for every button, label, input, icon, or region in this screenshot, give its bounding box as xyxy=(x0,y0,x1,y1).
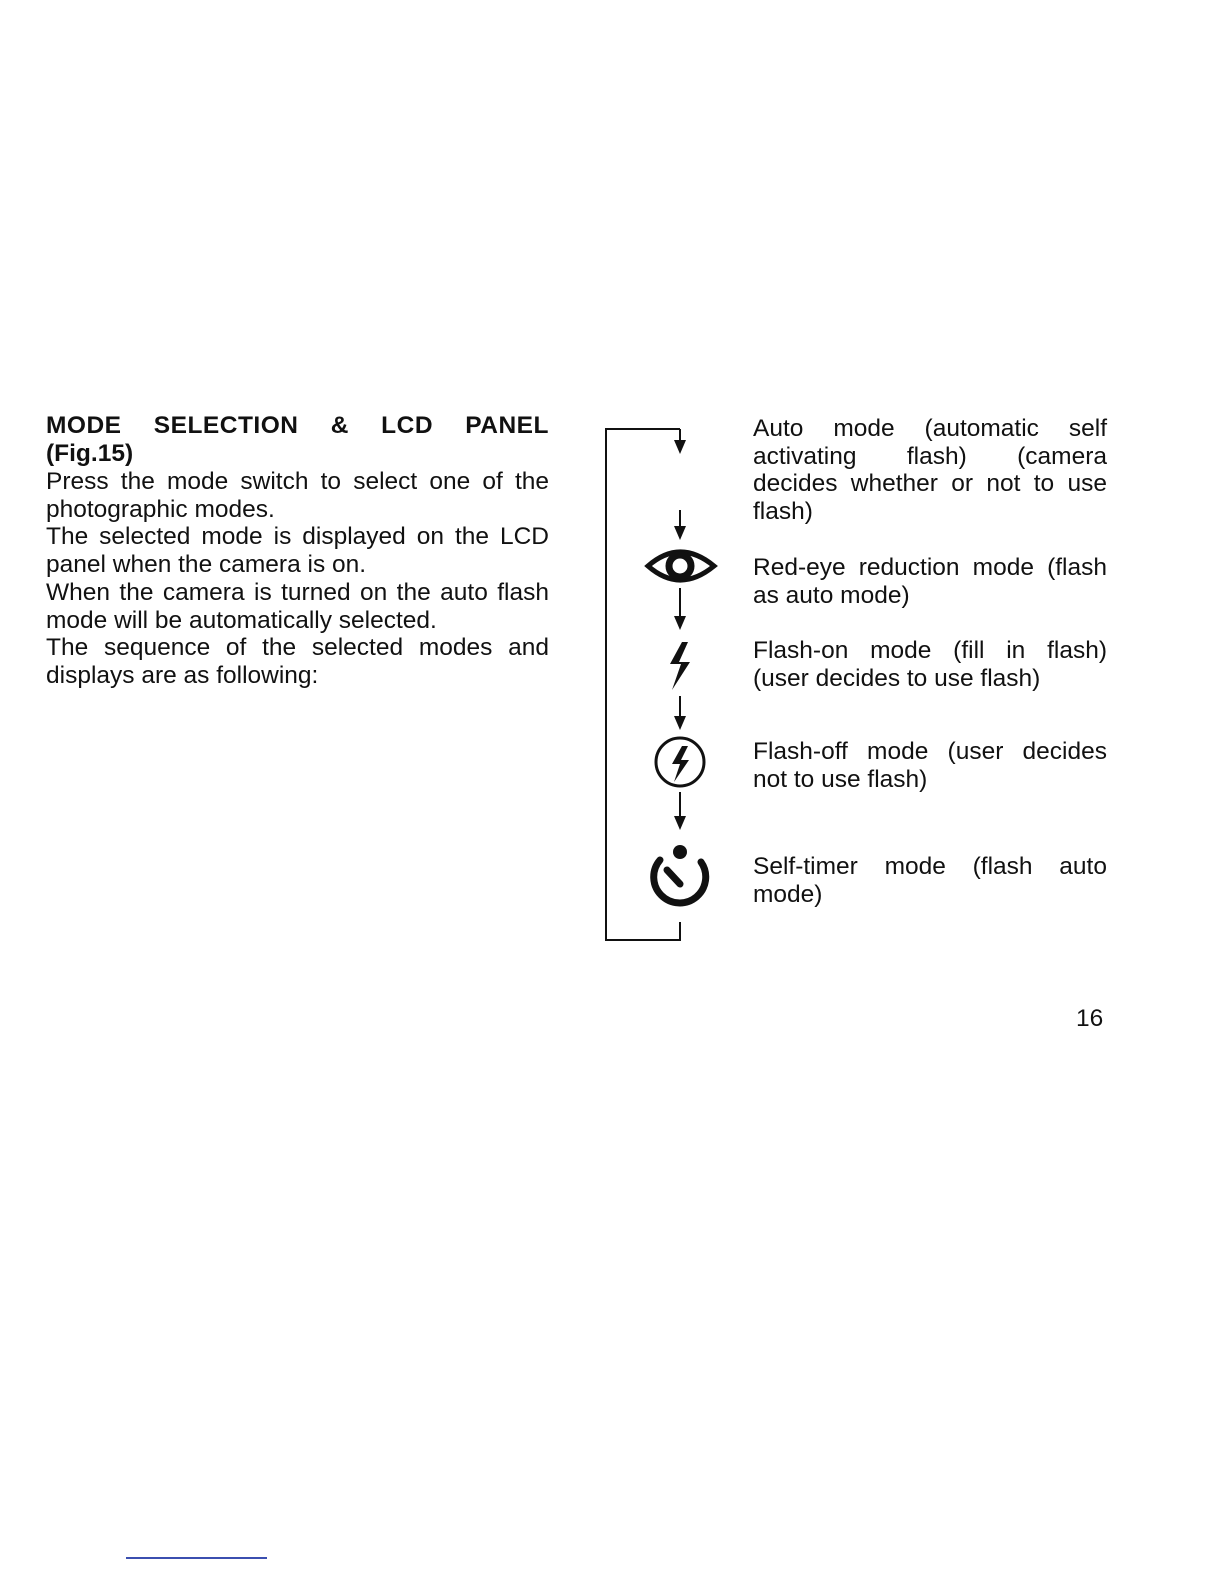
flash-on-icon xyxy=(670,642,690,690)
paragraph-2: The selected mode is displayed on the LCD panel when the camera is on. xyxy=(46,523,549,579)
arrow-down-icon xyxy=(674,792,686,830)
loop-frame xyxy=(606,429,680,940)
mode-description-red-eye: Red-eye reduction mode (flash as auto mode) xyxy=(753,554,1107,609)
paragraph-4: The sequence of the selected modes and displays are as following: xyxy=(46,634,549,689)
arrow-down-icon xyxy=(674,510,686,540)
page-number: 16 xyxy=(1076,1005,1104,1032)
mode-description-auto: Auto mode (automatic self activating flash) (camera decides whether or not to use flash) xyxy=(753,415,1107,526)
arrow-down-icon xyxy=(674,588,686,630)
mode-selection-section xyxy=(46,412,549,690)
flash-off-icon xyxy=(656,738,704,786)
self-timer-icon xyxy=(654,845,706,903)
arrow-down-icon xyxy=(674,696,686,730)
section-heading: MODE SELECTION & LCD PANEL xyxy=(46,412,549,439)
arrow-down-icon xyxy=(674,429,686,454)
paragraph-3: When the camera is turned on the auto flash mode will be automatically selected. xyxy=(46,578,549,634)
red-eye-icon xyxy=(648,552,714,580)
mode-description-flash-on: Flash-on mode (fill in flash) (user decides to use flash) xyxy=(753,637,1107,692)
mode-sequence-diagram xyxy=(590,410,730,950)
mode-description-flash-off: Flash-off mode (user decides not to use flash) xyxy=(753,738,1107,793)
paragraph-1: Press the mode switch to select one of the photographic modes. xyxy=(46,468,549,523)
figure-reference: (Fig.15) xyxy=(46,440,134,467)
mode-description-self-timer: Self-timer mode (flash auto mode) xyxy=(753,853,1107,908)
footer-divider xyxy=(126,1557,267,1559)
